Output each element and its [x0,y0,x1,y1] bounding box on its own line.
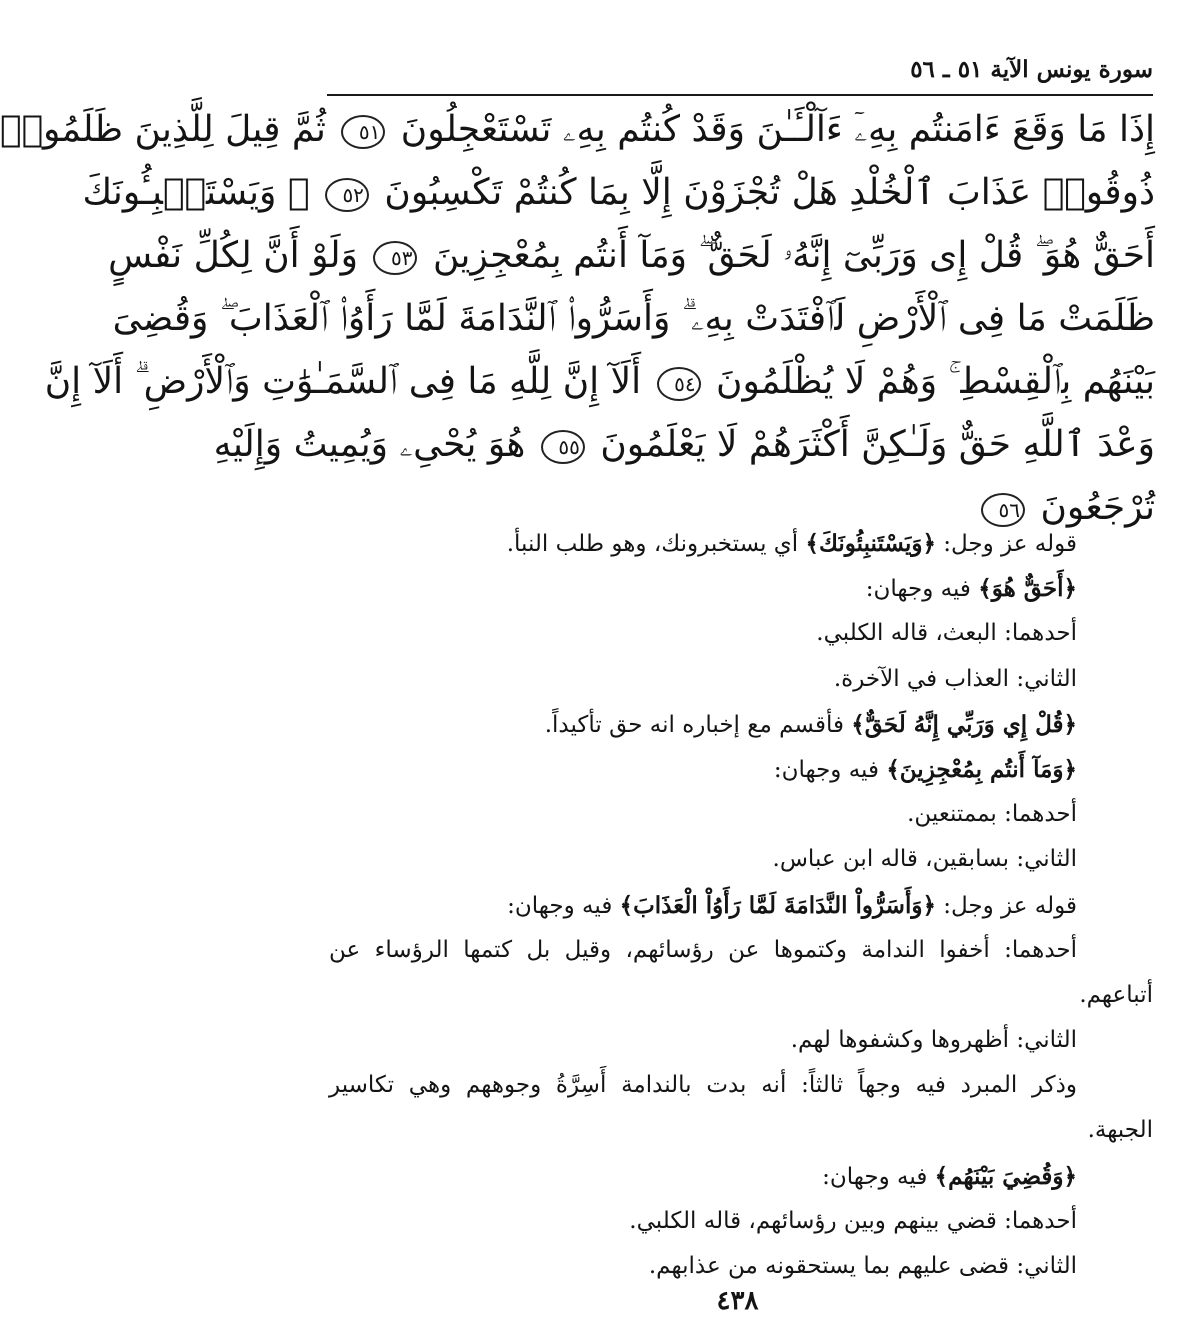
commentary-line [329,1244,1153,1289]
commentary-line [329,611,1153,656]
commentary-text: وذكر المبرد فيه وجهاً ثالثاً: أنه بدت بالندامة أَسِرَّةُ وجوههم وهي تكاسير [329,1072,1077,1099]
commentary-text: الثاني: بسابقين، قاله ابن عباس. [772,846,1077,873]
commentary-text: الثاني: أظهروها وكشفوها لهم. [790,1027,1077,1054]
quran-quote: ﴿قُلْ إِي وَرَبِّي إِنَّهُ لَحَقٌّ﴾ [851,710,1077,738]
commentary-line [329,1018,1153,1063]
commentary-text: أحدهما: قضي بينهم وبين رؤسائهم، قاله الكلبي. [629,1207,1077,1234]
ayah-number-marker: ٥٦ [981,493,1025,527]
commentary-line [329,1154,1153,1199]
quran-quote: ﴿وَأَسَرُّواْ النَّدَامَةَ لَمَّا رَأَوُاْ الْعَذَابَ﴾ [619,891,936,919]
quran-quote: ﴿وَمَآ أَنتُم بِمُعْجِزِينَ﴾ [886,755,1077,783]
commentary-text: فيه وجهان: [507,892,620,919]
verse-text: أَحَقٌّ هُوَ ۖ قُلْ إِى وَرَبِّىٓ إِنَّهُۥ لَحَقٌّ ۖ وَمَآ أَنتُم بِمُعْجِزِينَ [432,235,1155,276]
ayah-number-marker: ٥٤ [657,367,701,401]
commentary-text: فيه وجهان: [773,756,887,783]
commentary-text: أحدهما: بممتنعين. [907,801,1077,828]
verse-text: وَلَوْ أَنَّ لِكُلِّ نَفْسٍ [108,235,359,276]
commentary-line [329,702,1153,747]
ayah-number-marker: ٥٥ [541,430,585,464]
ayah-number-marker: ٥٢ [325,178,369,212]
commentary-text: قوله عز وجل: [935,892,1077,919]
commentary-line [329,1108,1153,1153]
verse-text: هُوَ يُحْىِۦ وَيُمِيتُ وَإِلَيْهِ [213,424,526,465]
commentary-line [329,1199,1153,1244]
verse-text: وَعْدَ ٱللَّهِ حَقٌّ وَلَـٰكِنَّ أَكْثَرَهُمْ لَا يَعْلَمُونَ [600,424,1155,465]
quran-quote: ﴿أَحَقٌّ هُوَ﴾ [978,575,1077,603]
commentary-text: الثاني: قضى عليهم بما يستحقونه من عذابهم. [648,1253,1077,1279]
commentary-block [329,521,1153,1289]
quran-verses-block [0,98,1155,539]
verse-text: بَيْنَهُم بِٱلْقِسْطِ ۚ وَهُمْ لَا يُظْلَمُونَ [716,361,1155,402]
verse-text: ثُمَّ قِيلَ لِلَّذِينَ ظَلَمُوا۟ [0,109,326,150]
verse-line [82,161,1155,224]
verse-line [213,413,1155,476]
commentary-line [329,928,1153,973]
verse-line [44,350,1155,413]
page-header-title: سورة يونس الآية ٥١ ـ ٥٦ [910,56,1153,83]
commentary-text: أتباعهم. [1079,981,1153,1008]
commentary-text: أي يستخبرونك، وهو طلب النبأ. [506,531,806,557]
quran-quote: ﴿وَيَسْتَنبِئُونَكَ﴾ [805,530,936,557]
verse-text: تُرْجَعُونَ [1040,487,1155,528]
verse-line [108,224,1155,287]
commentary-line [329,657,1153,702]
verse-text: ذُوقُوا۟ عَذَابَ ٱلْخُلْدِ هَلْ تُجْزَوْنَ إِلَّا بِمَا كُنتُمْ تَكْسِبُونَ [384,172,1155,213]
commentary-line [329,837,1153,882]
quran-quote: ﴿وَقُضِيَ بَيْنَهُم﴾ [934,1162,1077,1190]
commentary-line [329,792,1153,837]
commentary-text: قوله عز وجل: [935,531,1077,557]
commentary-text: الجبهة. [1087,1117,1153,1144]
ayah-number-marker: ٥٣ [373,241,417,275]
commentary-line [329,883,1153,928]
commentary-text: أحدهما: أخفوا الندامة وكتموها عن رؤسائهم، وقيل بل كتمها الرؤساء عن [329,936,1077,963]
commentary-line [329,973,1153,1018]
verse-line [112,287,1155,350]
commentary-line [329,566,1153,611]
ayah-number-marker: ٥١ [341,115,385,149]
verse-text: ظَلَمَتْ مَا فِى ٱلْأَرْضِ لَٱفْتَدَتْ بِهِۦ ۗ وَأَسَرُّوا۟ ٱلنَّدَامَةَ لَمَّا رَأَوُا۟ ٱلْعَذَابَ ۖ وَقُضِىَ [112,298,1155,339]
commentary-text: الثاني: العذاب في الآخرة. [833,665,1077,692]
page-number: ٤٣٨ [716,1286,759,1316]
commentary-line [329,747,1153,792]
commentary-text: فيه وجهان: [822,1163,935,1190]
verse-text: أَلَآ إِنَّ لِلَّهِ مَا فِى ٱلسَّمَـٰوَٰتِ وَٱلْأَرْضِ ۗ أَلَآ إِنَّ [44,361,642,402]
commentary-text: فأقسم مع إخباره انه حق تأكيداً. [544,711,852,738]
verse-text: ۞ وَيَسْتَنۢبِـُٔونَكَ [82,172,310,213]
commentary-text: أحدهما: البعث، قاله الكلبي. [816,620,1077,647]
commentary-line [329,521,1153,566]
page-header [327,54,1153,96]
commentary-text: فيه وجهان: [865,576,979,603]
verse-line [0,98,1155,161]
commentary-line [329,1063,1153,1108]
verse-text: إِذَا مَا وَقَعَ ءَامَنتُم بِهِۦٓ ءَآلْـَٔـٰنَ وَقَدْ كُنتُم بِهِۦ تَسْتَعْجِلُونَ [400,109,1155,150]
